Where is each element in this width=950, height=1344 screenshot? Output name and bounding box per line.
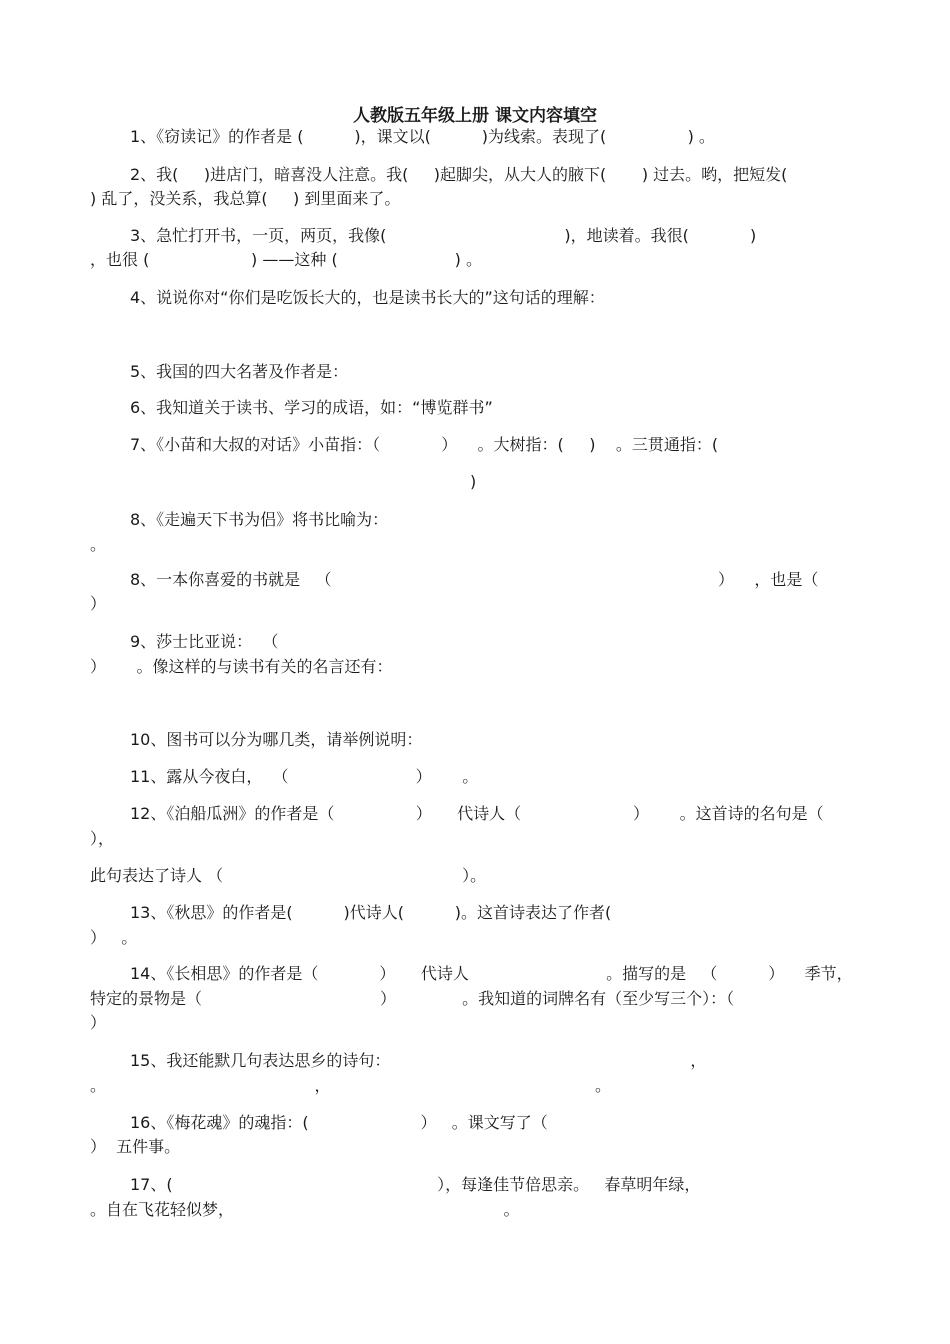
question-7: 7、《小苗和大叔的对话》小苗指：（ ） 。大树指：( ) 。三贯通指：( xyxy=(130,435,719,454)
question-5: 5、我国的四大名著及作者是： xyxy=(130,362,349,381)
question-8a-cont: 。 xyxy=(90,535,107,554)
question-14-cont: 特定的景物是（ ） 。我知道的词牌名有（至少写三个）：（ xyxy=(90,989,735,1008)
question-15: 15、我还能默几句表达思乡的诗句： ， xyxy=(130,1051,707,1070)
question-16-cont: ） 五件事。 xyxy=(90,1137,181,1156)
question-13: 13、《秋思》的作者是( )代诗人( )。这首诗表达了作者( xyxy=(130,903,612,922)
question-7-cont: ) xyxy=(470,472,477,491)
question-17-cont: 。自在飞花轻似梦， 。 xyxy=(90,1200,520,1219)
question-3-cont: ，也很 ( ) ——这种 ( ) 。 xyxy=(90,250,483,269)
question-16: 16、《梅花魂》的魂指：( ） 。课文写了（ xyxy=(130,1113,548,1132)
question-12-cont2: 此句表达了诗人 （ ）。 xyxy=(90,866,487,885)
question-4: 4、说说你对“你们是吃饭长大的，也是读书长大的”这句话的理解： xyxy=(130,288,605,307)
question-8b-cont: ） xyxy=(90,594,107,613)
question-12-cont: ）， xyxy=(90,829,115,848)
question-14: 14、《长相思》的作者是（ ） 代诗人 。描写的是 （ ） 季节， xyxy=(130,964,853,983)
question-1: 1、《窃读记》的作者是 ( )，课文以( )为线索。表现了( ) 。 xyxy=(130,127,715,146)
question-9: 9、莎士比亚说： （ xyxy=(130,632,279,651)
question-2-cont: ) 乱了，没关系，我总算( ) 到里面来了。 xyxy=(90,189,401,208)
question-9-cont: ） 。像这样的与读书有关的名言还有： xyxy=(90,657,393,676)
question-17: 17、( ），每逢佳节倍思亲。 春草明年绿， xyxy=(130,1175,701,1194)
question-3: 3、急忙打开书，一页，两页，我像( )，地读着。我很( ) xyxy=(130,226,757,245)
question-8b: 8、一本你喜爱的书就是 （ ） ，也是（ xyxy=(130,570,819,589)
question-10: 10、图书可以分为哪几类，请举例说明： xyxy=(130,730,423,749)
question-2: 2、我( )进店门，暗喜没人注意。我( )起脚尖，从大人的腋下( ) 过去。哟，把短发( xyxy=(130,165,788,184)
question-6: 6、我知道关于读书、学习的成语，如：“博览群书” xyxy=(130,398,493,417)
question-15-cont: 。 ， 。 xyxy=(90,1076,611,1095)
question-14-cont2: ） xyxy=(90,1013,107,1032)
question-8a: 8、《走遍天下书为侣》将书比喻为： xyxy=(130,510,389,529)
question-11: 11、露从今夜白， （ ） 。 xyxy=(130,767,479,786)
worksheet-title: 人教版五年级上册 课文内容填空 xyxy=(353,106,597,126)
question-12: 12、《泊船瓜洲》的作者是（ ） 代诗人（ ） 。这首诗的名句是（ xyxy=(130,804,824,823)
question-13-cont: ） 。 xyxy=(90,928,138,947)
